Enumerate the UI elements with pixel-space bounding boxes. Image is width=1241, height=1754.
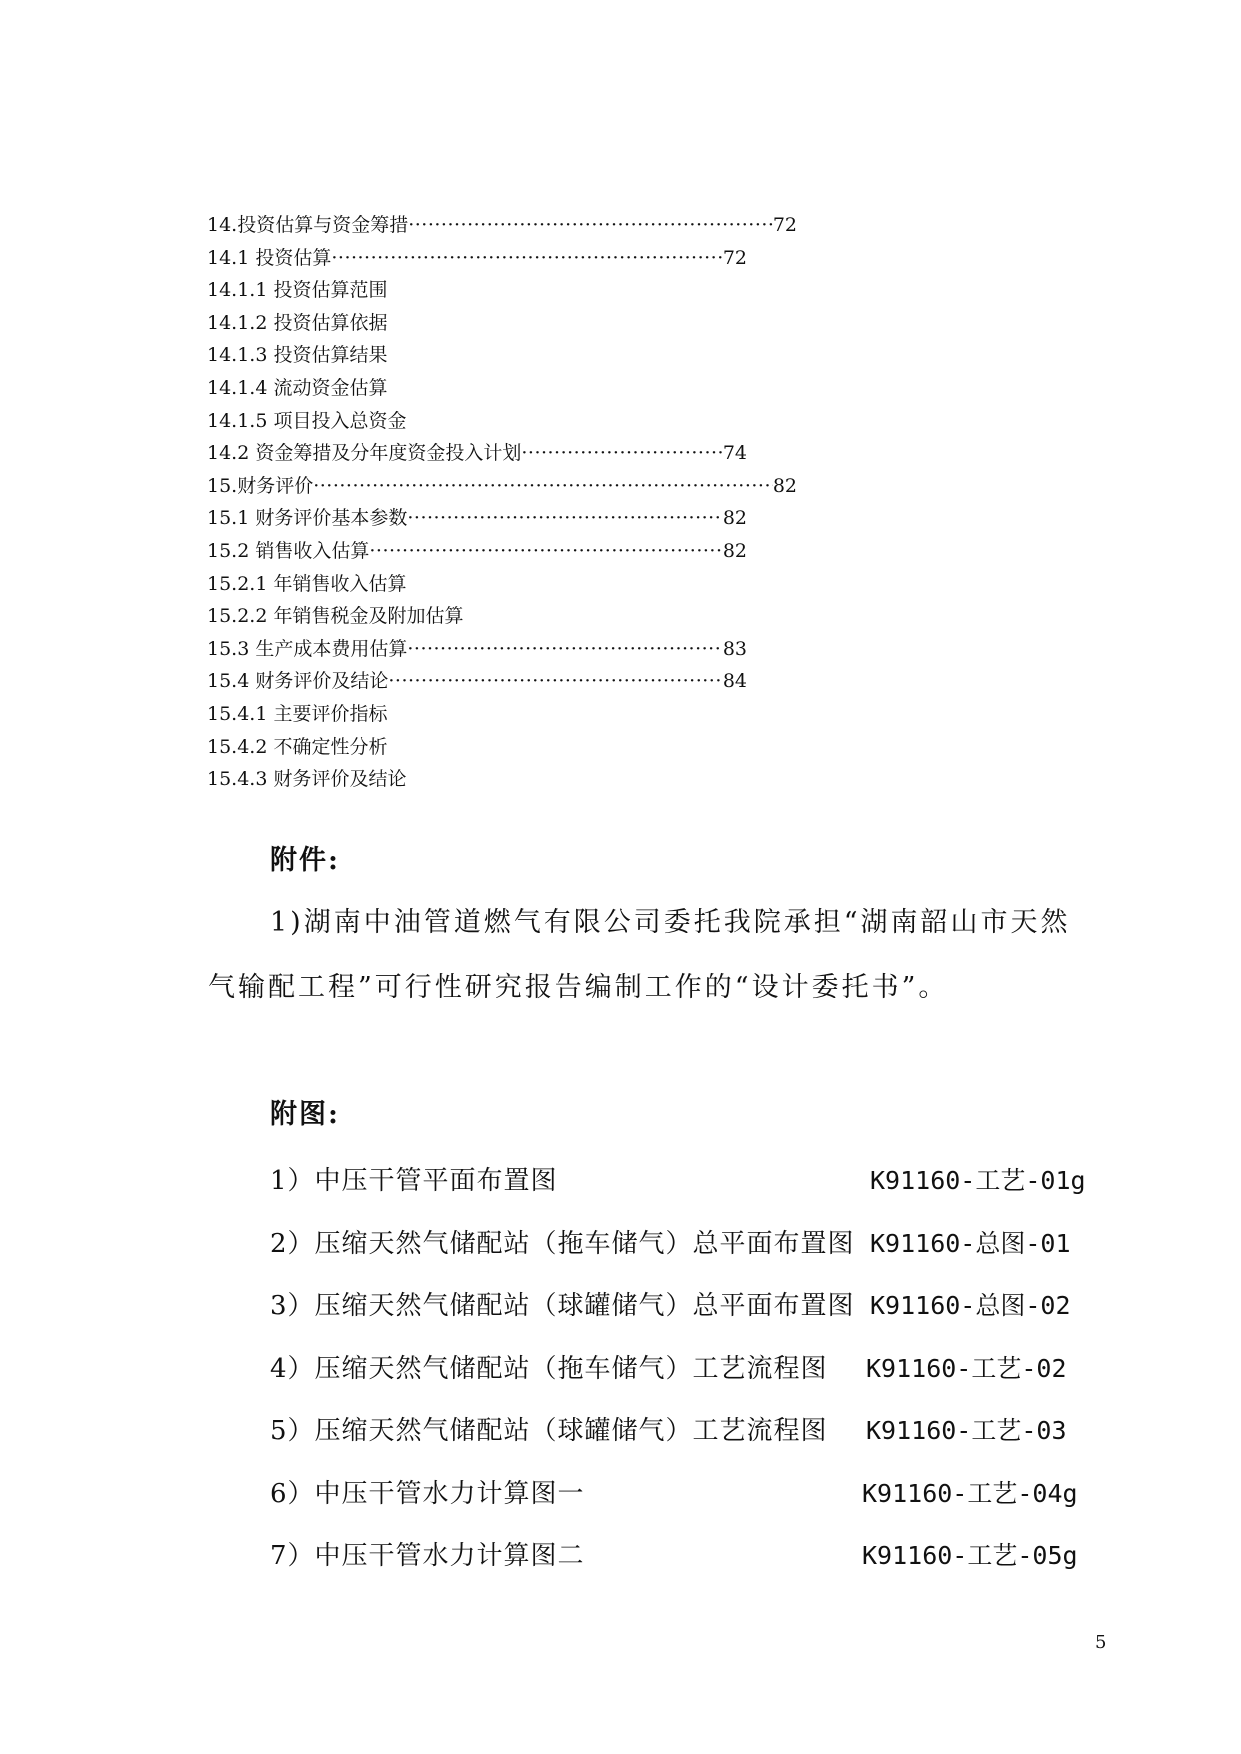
figure-code: K91160-总图-01 [870,1228,1071,1258]
toc-entry-title: 14.1.4 流动资金估算 [207,376,388,399]
figure-item [270,1400,1130,1463]
figure-code: K91160-工艺-01g [870,1166,1086,1195]
toc-entry [207,665,747,698]
toc-entry [207,600,827,633]
toc-entry-title: 15.4 财务评价及结论 [207,670,389,693]
toc-entry-page: 74 [722,442,747,465]
toc-entry [207,307,827,340]
figure-code: K91160-总图-02 [870,1291,1071,1320]
toc-entry [207,763,827,796]
toc-entry [207,372,827,405]
toc-entry-title: 15.4.3 财务评价及结论 [207,768,407,791]
toc-dot-leader [331,242,722,275]
figure-title: 1）中压干管平面布置图 [270,1166,558,1196]
figure-title: 6）中压干管水力计算图一 [270,1478,585,1509]
table-of-contents [207,209,827,796]
figure-title: 3）压缩天然气储配站（球罐储气）总平面布置图 [270,1291,855,1321]
figure-code: K91160-工艺-02 [866,1353,1067,1383]
toc-entry-page: 72 [772,214,797,236]
toc-entry-page: 83 [722,637,747,660]
toc-entry-page: 82 [722,539,747,562]
toc-entry-page: 84 [722,670,747,693]
attachment-item-line2: 气输配工程”可行性研究报告编制工作的“设计委托书”。 [208,972,949,1003]
toc-entry-title: 15.2.2 年销售税金及附加估算 [207,605,464,628]
toc-entry-title: 14.1.1 投资估算范围 [207,279,388,302]
toc-entry [207,535,747,568]
toc-dot-leader [521,437,722,470]
figure-item [270,1150,1130,1213]
toc-entry-title: 14.1 投资估算 [207,246,332,269]
toc-entry [207,242,747,275]
toc-entry-title: 15.4.2 不确定性分析 [207,735,388,758]
figure-title: 2）压缩天然气储配站（拖车储气）总平面布置图 [270,1228,855,1259]
toc-entry [207,633,747,666]
toc-dot-leader [407,502,722,535]
toc-dot-leader [313,470,773,503]
toc-entry-title: 14.1.3 投资估算结果 [207,344,388,367]
toc-dot-leader [407,633,722,666]
figure-item [270,1338,1130,1401]
figures-list [270,1150,1130,1588]
toc-entry [207,339,827,372]
toc-entry [207,502,747,535]
toc-entry [207,731,827,764]
toc-entry [207,698,827,731]
toc-entry [207,209,797,242]
figure-item [270,1463,1130,1526]
attachment-item [208,890,1110,1020]
figure-code: K91160-工艺-04g [862,1478,1078,1508]
toc-dot-leader [369,535,722,568]
figure-title: 7）中压干管水力计算图二 [270,1541,585,1571]
toc-dot-leader [408,209,773,242]
toc-entry-page: 82 [772,474,797,497]
toc-entry-title: 14.投资估算与资金筹措 [207,214,409,236]
toc-dot-leader [388,665,722,698]
toc-entry-title: 14.2 资金筹措及分年度资金投入计划 [207,442,522,465]
toc-entry [207,274,827,307]
page-number: 5 [1095,1632,1107,1653]
figure-title: 4）压缩天然气储配站（拖车储气）工艺流程图 [270,1353,828,1384]
figures-heading: 附图: [270,1099,340,1130]
toc-entry [207,437,747,470]
toc-entry-title: 15.3 生产成本费用估算 [207,637,408,660]
toc-entry [207,568,827,601]
attachments-heading: 附件: [270,845,340,876]
toc-entry-title: 15.2 销售收入估算 [207,539,370,562]
toc-entry-page: 72 [722,246,747,269]
figure-code: K91160-工艺-03 [866,1416,1067,1445]
attachment-item-line1: 1)湖南中油管道燃气有限公司委托我院承担“湖南韶山市天然 [270,907,1071,938]
toc-entry [207,470,797,503]
figure-item [270,1213,1130,1276]
figure-item [270,1275,1130,1338]
toc-entry-title: 15.1 财务评价基本参数 [207,507,408,530]
toc-entry-title: 15.财务评价 [207,474,314,497]
toc-entry [207,405,827,438]
toc-entry-title: 14.1.5 项目投入总资金 [207,409,407,432]
figure-title: 5）压缩天然气储配站（球罐储气）工艺流程图 [270,1416,828,1446]
toc-entry-page: 82 [722,507,747,530]
toc-entry-title: 14.1.2 投资估算依据 [207,311,388,334]
figure-item [270,1525,1130,1588]
figure-code: K91160-工艺-05g [862,1541,1078,1570]
toc-entry-title: 15.4.1 主要评价指标 [207,702,388,725]
toc-entry-title: 15.2.1 年销售收入估算 [207,572,407,595]
